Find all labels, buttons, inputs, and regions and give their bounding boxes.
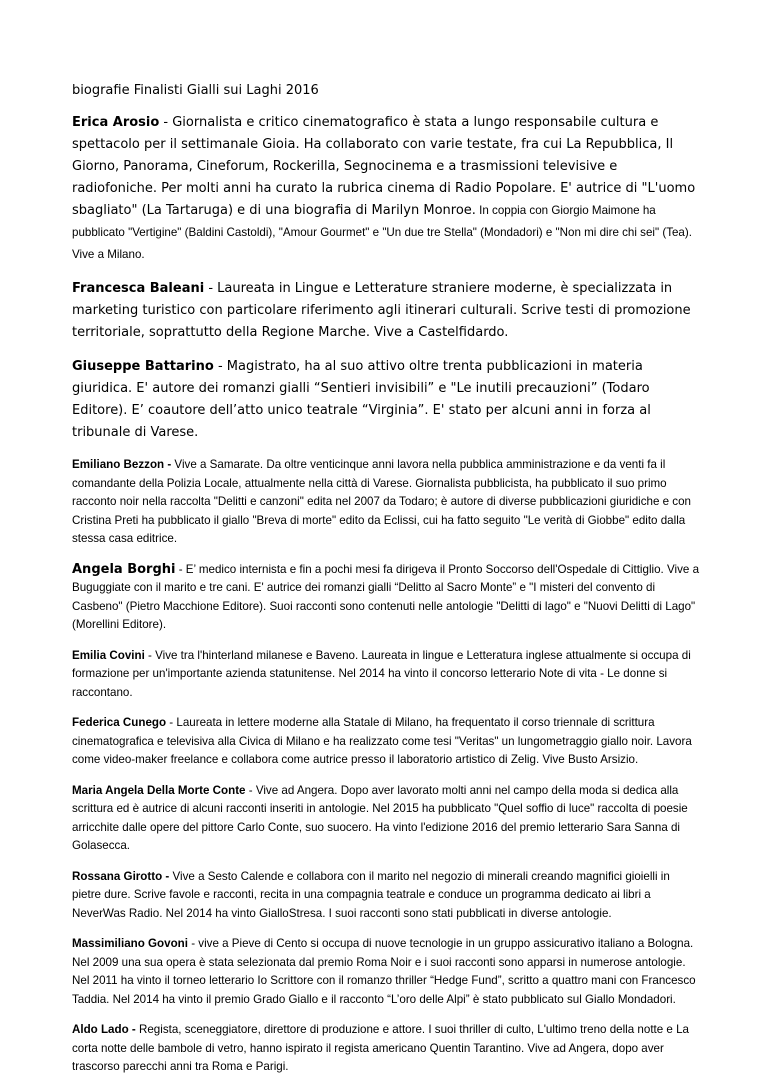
biography-paragraph xyxy=(72,868,700,924)
biography-entry xyxy=(72,1021,700,1077)
author-name: Federica Cunego xyxy=(72,716,167,729)
biography-entry xyxy=(72,782,700,856)
biography-paragraph xyxy=(72,935,700,1009)
biography-text: Vive a Sesto Calende e collabora con il marito nel negozio di minerali creando magnifici gioielli in pietre dure. Scrive favole e racconti, recita in una compagnia teatrale e conduce un programma dedicato ai libri a NeverWas Radio. Nel 2014 ha vinto GialloStresa. I suoi racconti sono stati pubblicati in diverse antologie. xyxy=(72,869,670,920)
biography-text: - Magistrato, ha al suo attivo oltre trenta pubblicazioni in materia giuridica. E' autore dei romanzi gialli “Sentieri invisibili” e "Le inutili precauzioni” (Todaro Editore). E’ coautore dell’atto unico teatrale “Virginia”. E' stato per alcuni anni in forza al tribunale di Varese. xyxy=(72,359,651,440)
biography-text: - E’ medico internista e fin a pochi mesi fa dirigeva il Pronto Soccorso dell'Ospedale di Cittiglio. xyxy=(175,562,664,576)
author-name: Angela Borghi xyxy=(72,561,176,577)
biography-paragraph xyxy=(72,278,700,344)
biography-paragraph xyxy=(72,456,700,549)
author-name: Emiliano Bezzon - xyxy=(72,458,172,471)
biography-text: - vive a Pieve di Cento si occupa di nuove tecnologie in un gruppo assicurativo italiano a Bologna. Nel 2009 una sua opera è stata selezionata dal premio Roma Noir e i suoi racconti sono apparsi in numerose antologie. Nel 2011 ha vinto il torneo letterario Io Scrittore con il romanzo thriller “Hedge Fund”, scritto a quattro mani con Francesco Taddia. Nel 2014 ha vinto il premio Grado Giallo e il racconto “L’oro delle Alpi” è stato pubblicato sul Giallo Mondadori. xyxy=(72,937,696,1006)
biography-paragraph xyxy=(72,782,700,856)
biography-text: - Giornalista e critico cinematografico è stata a lungo responsabile cultura e spettacolo per il settimanale Gioia. Ha collaborato con varie testate, fra cui La Repubblica, Il Giorno, Panorama, Cineforum, Rockerilla, Segnocinema e a trasmissioni televisive e radiofoniche. Per molti anni ha curato la rubrica cinema di Radio Popolare. E' autrice di "L'uomo sbagliato" (La Tartaruga) e di una biografia di Marilyn Monroe. xyxy=(72,115,696,218)
biography-text: - Vive tra l'hinterland milanese e Baveno. Laureata in lingue e Letteratura inglese attualmente si occupa di formazione per un'importante azienda statunitense. Nel 2014 ha vinto il concorso letterario Note di vita - Le donne si raccontano. xyxy=(72,648,691,699)
biography-entry xyxy=(72,456,700,549)
author-name: Francesca Baleani xyxy=(72,281,205,296)
biography-list xyxy=(72,112,700,1089)
biography-text: Regista, sceneggiatore, direttore di produzione e attore. I suoi thriller di culto, L'ultimo treno della notte e La corta notte delle bambole di vetro, hanno ispirato il regista americano Quentin Tarantino. Vive ad Angera, dopo aver trascorso parecchi anni tra Roma e Parigi. xyxy=(72,1023,689,1073)
biography-entry xyxy=(72,935,700,1009)
biography-paragraph xyxy=(72,112,700,266)
biography-entry xyxy=(72,561,700,635)
document-title: biografie Finalisti Gialli sui Laghi 2016 xyxy=(72,83,319,98)
author-name: Maria Angela Della Morte Conte xyxy=(72,783,246,797)
biography-entry xyxy=(72,714,700,770)
author-name: Giuseppe Battarino xyxy=(72,359,214,374)
author-name: Rossana Girotto - xyxy=(72,869,170,883)
biography-entry xyxy=(72,278,700,344)
biography-text: - Laureata in lettere moderne alla Statale di Milano, ha frequentato il corso triennale di scrittura cinematografica e televisiva alla Civica di Milano e ha realizzato come tesi "Veritas" un lungometraggio giallo noir. Lavora come video-maker freelance e collabora come autrice presso il laboratorio artistico di Zelig. Vive Busto Arsizio. xyxy=(72,716,692,766)
biography-paragraph xyxy=(72,714,700,770)
biography-entry xyxy=(72,112,700,266)
biography-entry xyxy=(72,647,700,703)
biography-paragraph xyxy=(72,356,700,444)
biography-text: - Vive ad Angera. Dopo aver lavorato molti anni nel campo della moda si dedica alla scrittura ed è autrice di alcuni racconti inseriti in antologie. Nel 2015 ha pubblicato "Quel soffio di luce" raccolta di poesie arricchite dalle opere del pittore Carlo Conte, suo suocero. Ha vinto l'edizione 2016 del premio letterario Sara Sanna di Golasecca. xyxy=(72,783,688,852)
biography-paragraph xyxy=(72,647,700,703)
author-name: Erica Arosio xyxy=(72,115,160,130)
biography-entry xyxy=(72,868,700,924)
biography-text: - Laureata in Lingue e Letterature straniere moderne, è specializzata in marketing turistico con particolare riferimento agli itinerari culturali. Scrive testi di promozione territoriale, soprattutto della Regione Marche. Vive a Castelfidardo. xyxy=(72,281,691,340)
biography-text-continued: In coppia con Giorgio Maimone ha pubblicato "Vertigine" (Baldini Castoldi), "Amour Gourmet" e "Un due tre Stella" (Mondadori) e "Non mi dire chi sei" (Tea). Vive a Milano. xyxy=(72,204,692,261)
biography-entry xyxy=(72,356,700,444)
author-name: Massimiliano Govoni xyxy=(72,937,188,950)
biography-text-continued: Vive a Buguggiate con il marito e tre cani. E' autrice dei romanzi gialli “Delitto al Sacro Monte” e "I misteri del convento di Casbeno" (Pietro Macchione Editore). Suoi racconti sono contenuti nelle antologie "Delitti di lago" e "Nuovi Delitti di Lago" (Morellini Editore). xyxy=(72,562,700,631)
author-name: Emilia Covini xyxy=(72,648,145,662)
author-name: Aldo Lado - xyxy=(72,1023,136,1036)
biography-paragraph xyxy=(72,561,700,635)
biography-text: Vive a Samarate. Da oltre venticinque anni lavora nella pubblica amministrazione e da venti fa il comandante della Polizia Locale, attualmente nella città di Varese. Giornalista pubblicista, ha pubblicato il suo primo racconto noir nella raccolta "Delitti e canzoni" edita nel 2007 da Todaro; è autore di diverse pubblicazioni giuridiche e con Cristina Preti ha pubblicato il giallo "Breva di morte" edito da Eclissi, cui ha fatto seguito "Le verità di Giobbe" edito dalla stessa casa editrice. xyxy=(72,458,691,545)
biography-paragraph xyxy=(72,1021,700,1077)
